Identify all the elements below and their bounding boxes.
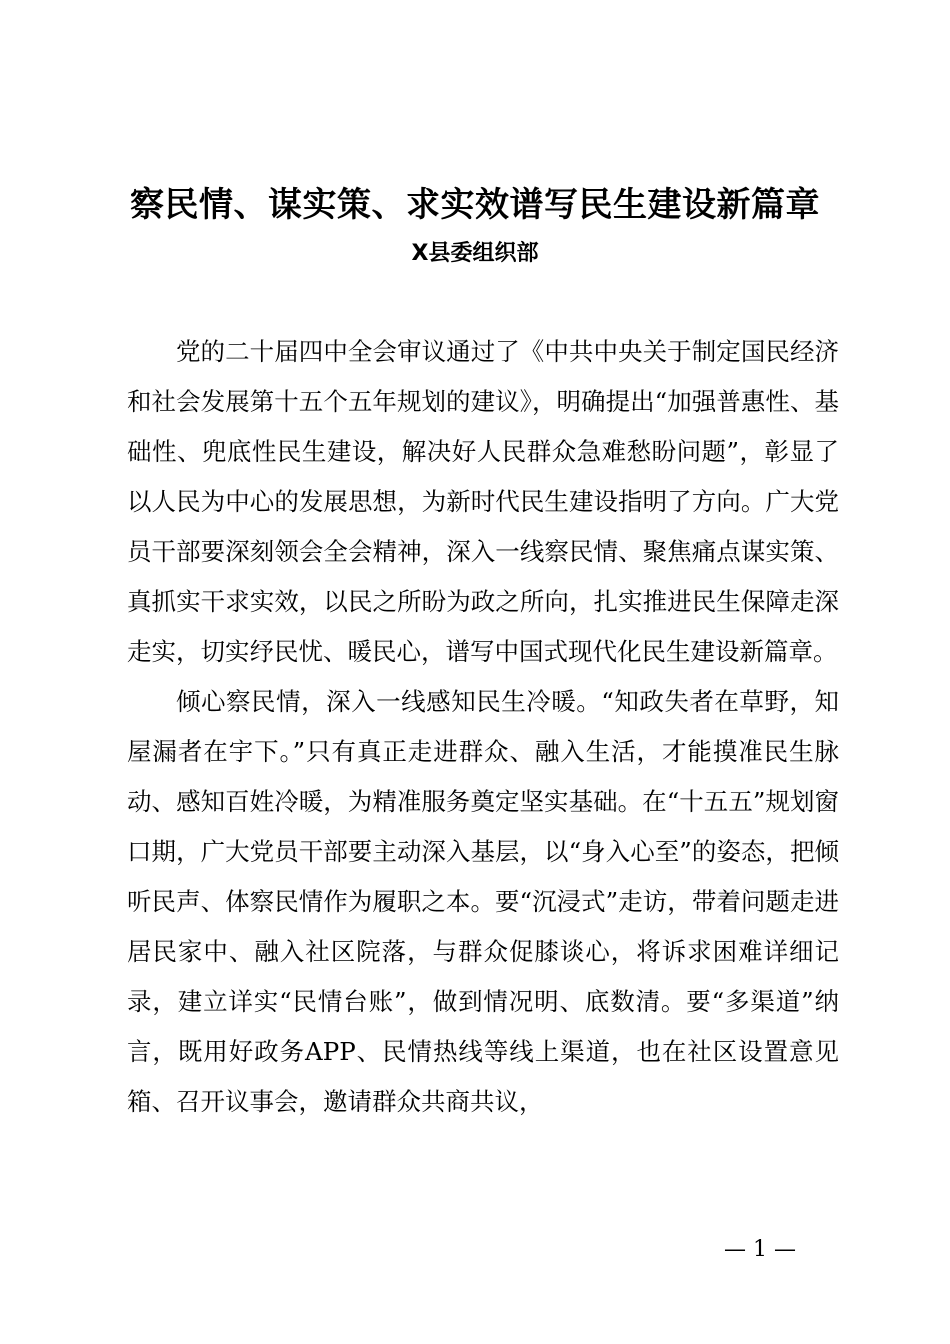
body-paragraph: 党的二十届四中全会审议通过了《中共中央关于制定国民经济和社会发展第十五个五年规划的建议》，明确提出“加强普惠性、基础性、兜底性民生建设，解决好人民群众急难愁盼问题”，彰显了以人民为中心的发展思想，为新时代民生建设指明了方向。广大党员干部要深刻领会全会精神，深入一线察民情、聚焦痛点谋实策、真抓实干求实效，以民之所盼为政之所向，扎实推进民生保障走深走实，切实纾民忧、暖民心，谱写中国式现代化民生建设新篇章。 — [127, 337, 839, 666]
document-body — [127, 327, 839, 1127]
page-number: — 1 — — [724, 1237, 796, 1262]
body-paragraph: 倾心察民情，深入一线感知民生冷暖。“知政失者在草野，知屋漏者在宇下。”只有真正走进群众、融入生活，才能摸准民生脉动、感知百姓冷暖，为精准服务奠定坚实基础。在“十五五”规划窗口期，广大党员干部要主动深入基层，以“身入心至”的姿态，把倾听民声、体察民情作为履职之本。要“沉浸式”走访，带着问题走进居民家中、融入社区院落，与群众促膝谈心，将诉求困难详细记录，建立详实“民情台账”，做到情况明、底数清。要“多渠道”纳言，既用好政务APP、民情热线等线上渠道，也在社区设置意见箱、召开议事会，邀请群众共商共议， — [127, 687, 839, 1116]
document-author: X县委组织部 — [411, 241, 539, 266]
document-title: 察民情、谋实策、求实效谱写民生建设新篇章 — [130, 185, 820, 225]
